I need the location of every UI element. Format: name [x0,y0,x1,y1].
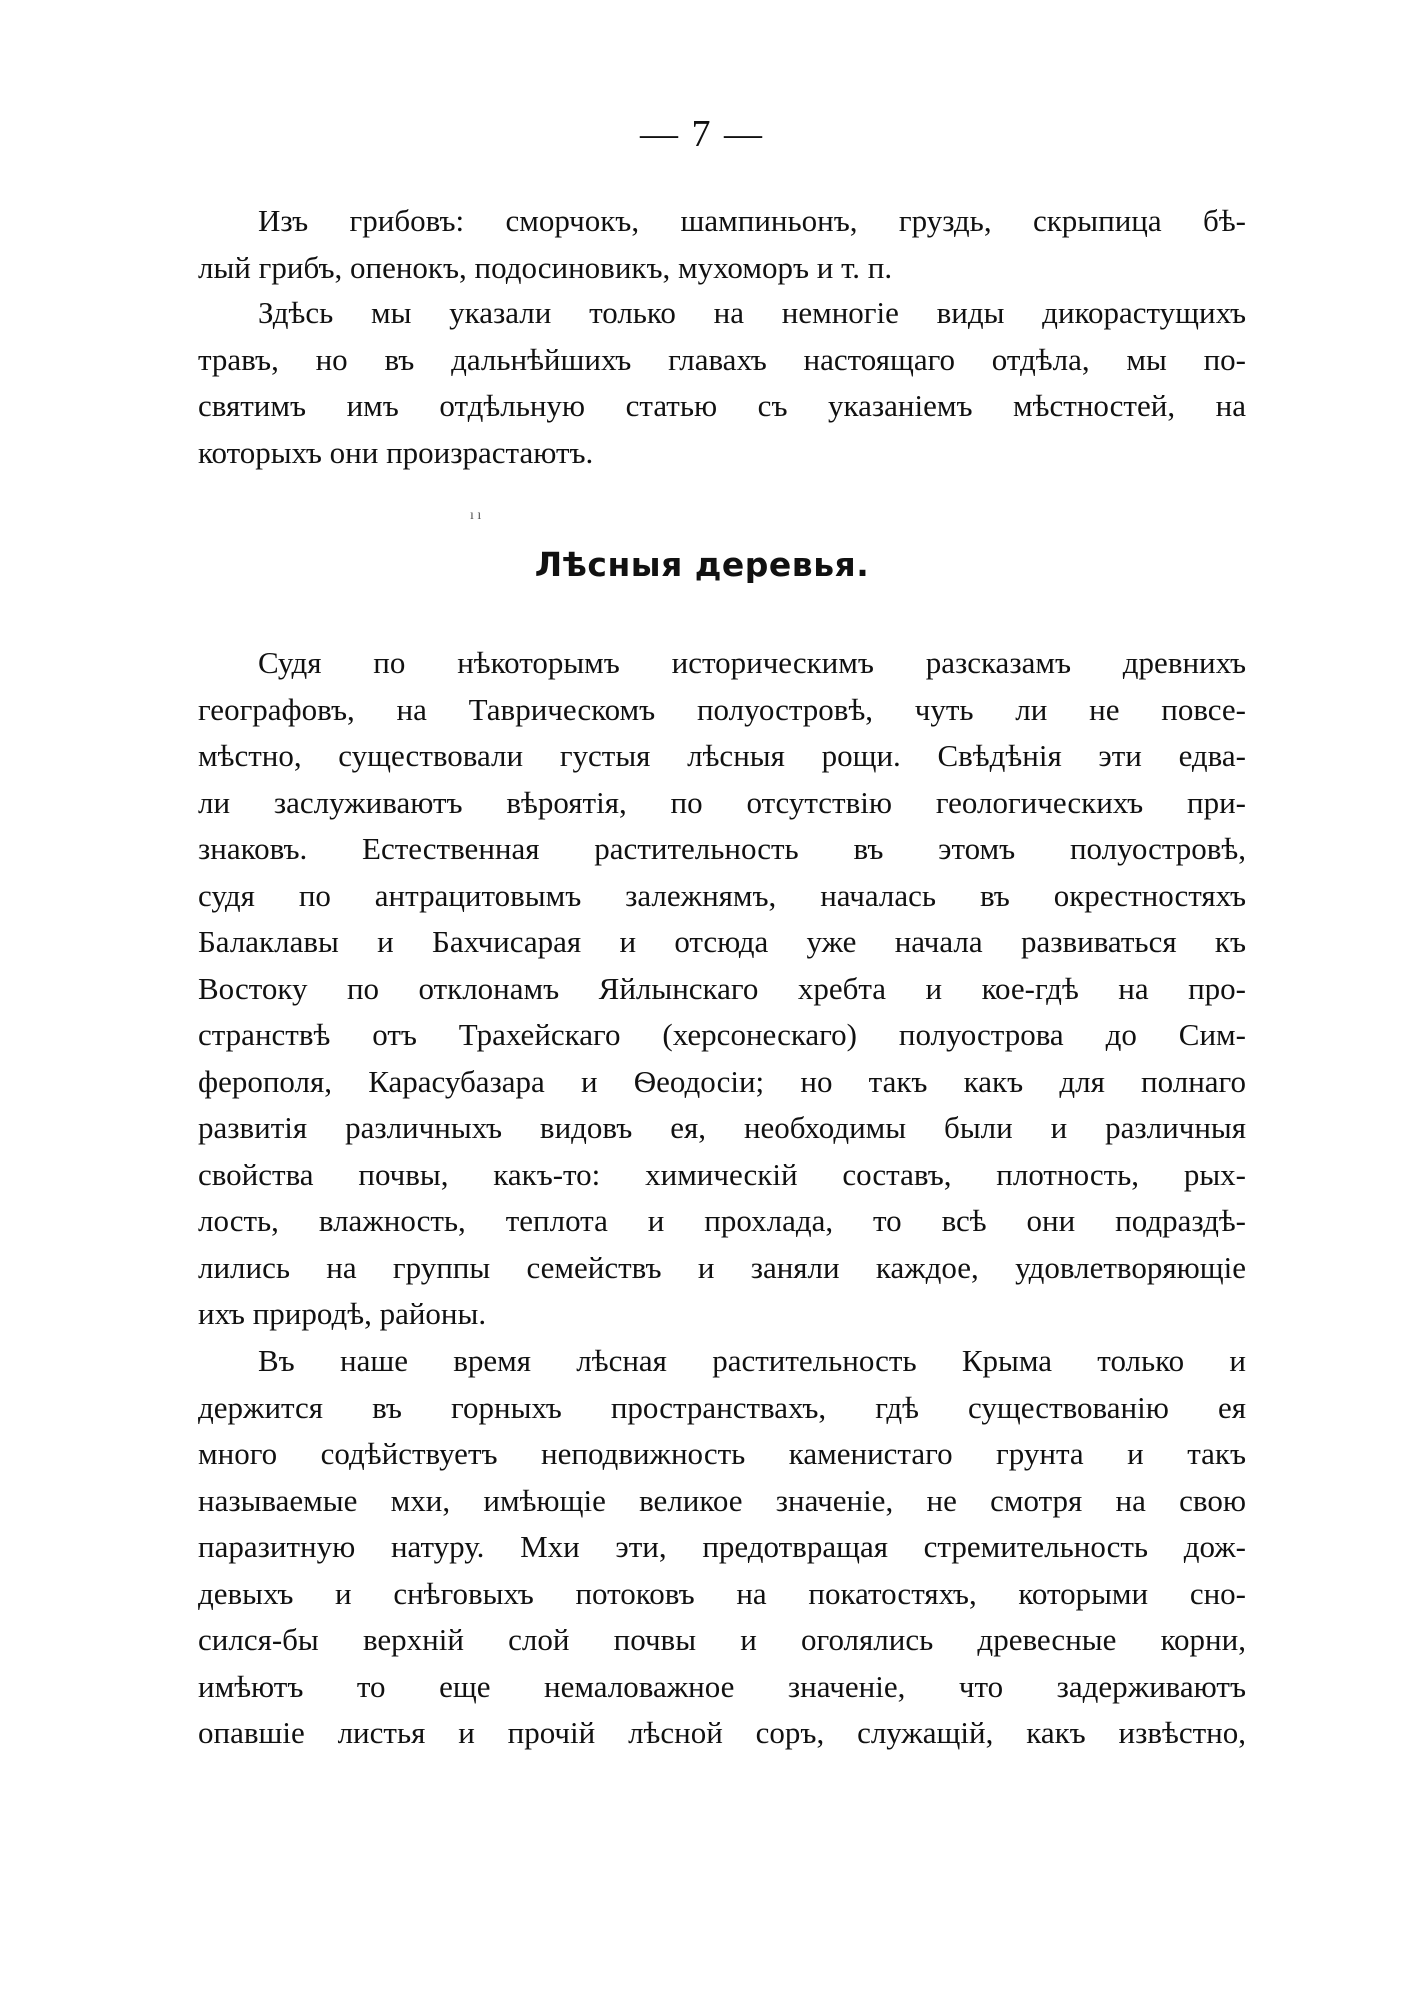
text-line: судя по антрацитовымъ залежнямъ, началась въ окрестностяхъ [198,877,1246,913]
text-line: травъ, но въ дальнѣйшихъ главахъ настоящаго отдѣла, мы по- [198,341,1246,377]
text-line: географовъ, на Таврическомъ полуостровѣ, чуть ли не повсе- [198,691,1246,727]
text-line: называемые мхи, имѣющіе великое значеніе, не смотря на свою [198,1482,1246,1518]
paragraph-mosses [198,1338,1246,1757]
text-line: свойства почвы, какъ-то: химическій составъ, плотность, рых- [198,1156,1246,1192]
text-line: ихъ природѣ, районы. [198,1296,487,1331]
text-line: лость, влажность, теплота и прохлада, то всѣ они подраздѣ- [198,1203,1246,1238]
stray-print-mark: ı ı [470,508,482,523]
text-line: святимъ имъ отдѣльную статью съ указаніемъ мѣстностей, на [198,388,1246,423]
text-line: развитія различныхъ видовъ ея, необходимы были и различныя [198,1110,1246,1145]
text-line: паразитную натуру. Мхи эти, предотвращая стремительность дож- [198,1529,1246,1564]
text-line: Здѣсь мы указали только на немногіе виды дикорастущихъ [258,295,1246,330]
paragraph-mushrooms [198,198,1246,291]
text-line: Балаклавы и Бахчисарая и отсюда уже начала развиваться къ [198,924,1246,959]
text-line: лый грибъ, опенокъ, подосиновикъ, мухоморъ и т. п. [198,249,893,285]
text-line: ли заслуживаютъ вѣроятія, по отсутствію геологическихъ при- [198,784,1246,820]
text-line: ферополя, Карасубазара и Ѳеодосіи; но такъ какъ для полнаго [198,1063,1246,1099]
text-line: Судя по нѣкоторымъ историческимъ разсказамъ древнихъ [258,645,1246,680]
text-line: странствѣ отъ Трахейскаго (херсонескаго) полуострова до Сим- [198,1017,1246,1052]
text-line: лились на группы семействъ и заняли каждое, удовлетворяющіе [198,1249,1246,1285]
text-line: много содѣйствуетъ неподвижность каменистаго грунта и такъ [198,1436,1246,1471]
page-number: — 7 — [640,113,764,155]
paragraph-forest-history [198,640,1246,1338]
text-line: держится въ горныхъ пространствахъ, гдѣ существованію ея [198,1389,1246,1425]
text-line: имѣютъ то еще немаловажное значеніе, что задерживаютъ [198,1668,1246,1704]
text-line: Востоку по отклонамъ Яйлынскаго хребта и кое-гдѣ на про- [198,970,1246,1006]
text-line: Въ наше время лѣсная растительность Крыма только и [258,1343,1246,1378]
text-line: Изъ грибовъ: сморчокъ, шампиньонъ, груздь, скрыпица бѣ- [258,203,1246,238]
text-line: которыхъ они произрастаютъ. [198,434,594,470]
section-heading: Лѣсныя деревья. [534,545,870,584]
text-line: девыхъ и снѣговыхъ потоковъ на покатостяхъ, которыми сно- [198,1575,1246,1611]
text-line: мѣстно, существовали густыя лѣсныя рощи. Свѣдѣнія эти едва- [198,738,1246,773]
text-line: сился-бы верхній слой почвы и оголялись древесные корни, [198,1622,1246,1657]
text-line: знаковъ. Естественная растительность въ этомъ полуостровѣ, [198,831,1246,866]
paragraph-wild-herbs [198,290,1246,476]
text-line: опавшіе листья и прочій лѣсной соръ, служащій, какъ извѣстно, [198,1715,1246,1750]
